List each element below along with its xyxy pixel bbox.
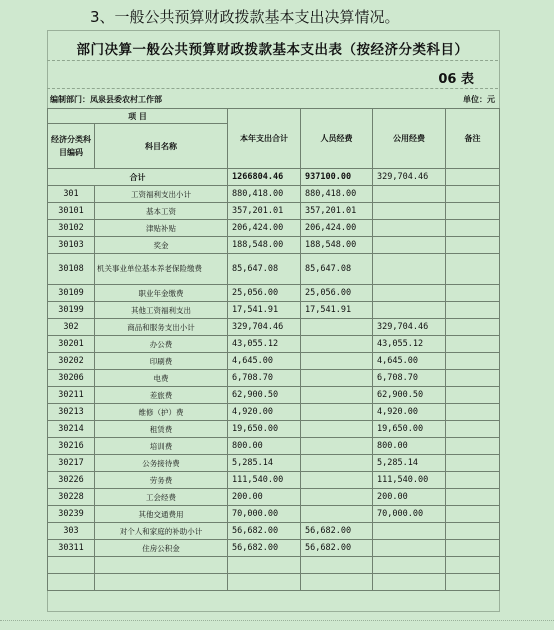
row-public — [373, 237, 446, 254]
row-personnel — [301, 336, 373, 353]
row-name: 维修（护）费 — [95, 404, 228, 421]
organization-label: 编制部门：凤泉县委农村工作部 — [50, 95, 162, 104]
row-total: 56,682.00 — [228, 540, 301, 557]
row-name: 津贴补贴 — [95, 220, 228, 237]
table-row — [48, 370, 500, 387]
table-row — [48, 186, 500, 203]
empty-cell — [228, 557, 301, 574]
row-name: 机关事业单位基本养老保险缴费 — [95, 254, 228, 285]
row-public: 111,540.00 — [373, 472, 446, 489]
row-note — [446, 237, 500, 254]
row-note — [446, 353, 500, 370]
row-public: 19,650.00 — [373, 421, 446, 438]
row-name: 租赁费 — [95, 421, 228, 438]
row-public — [373, 186, 446, 203]
row-code: 30202 — [48, 353, 95, 370]
row-total: 62,900.50 — [228, 387, 301, 404]
table-row — [48, 472, 500, 489]
empty-cell — [48, 557, 95, 574]
row-public: 70,000.00 — [373, 506, 446, 523]
row-note — [446, 523, 500, 540]
row-name: 差旅费 — [95, 387, 228, 404]
row-name: 公务接待费 — [95, 455, 228, 472]
empty-cell — [301, 557, 373, 574]
dashed-gridline — [47, 60, 498, 61]
row-personnel: 17,541.91 — [301, 302, 373, 319]
row-total: 19,650.00 — [228, 421, 301, 438]
row-public: 43,055.12 — [373, 336, 446, 353]
row-code: 301 — [48, 186, 95, 203]
empty-row — [48, 574, 500, 591]
section-heading: 3、一般公共预算财政拨款基本支出决算情况。 — [90, 8, 400, 26]
table-row — [48, 523, 500, 540]
table-number: 06 表 — [438, 72, 474, 87]
empty-cell — [95, 557, 228, 574]
table-row — [48, 237, 500, 254]
row-note — [446, 421, 500, 438]
row-note — [446, 455, 500, 472]
row-name: 住房公积金 — [95, 540, 228, 557]
empty-cell — [446, 574, 500, 591]
row-total: 17,541.91 — [228, 302, 301, 319]
row-name: 工会经费 — [95, 489, 228, 506]
row-personnel — [301, 506, 373, 523]
row-name: 奖金 — [95, 237, 228, 254]
table-row — [48, 404, 500, 421]
row-personnel — [301, 489, 373, 506]
row-total: 4,920.00 — [228, 404, 301, 421]
table-row — [48, 506, 500, 523]
row-personnel: 188,548.00 — [301, 237, 373, 254]
row-note — [446, 506, 500, 523]
row-note — [446, 220, 500, 237]
table-row — [48, 455, 500, 472]
row-code: 30226 — [48, 472, 95, 489]
row-public — [373, 203, 446, 220]
total-personnel: 937100.00 — [301, 169, 373, 186]
row-public — [373, 285, 446, 302]
row-name: 电费 — [95, 370, 228, 387]
table-row — [48, 387, 500, 404]
row-total: 111,540.00 — [228, 472, 301, 489]
row-total: 56,682.00 — [228, 523, 301, 540]
row-personnel: 85,647.08 — [301, 254, 373, 285]
row-personnel: 880,418.00 — [301, 186, 373, 203]
row-name: 基本工资 — [95, 203, 228, 220]
table-row — [48, 421, 500, 438]
row-code: 30217 — [48, 455, 95, 472]
header-public: 公用经费 — [373, 109, 446, 169]
row-note — [446, 387, 500, 404]
row-code: 30213 — [48, 404, 95, 421]
row-total: 329,704.46 — [228, 319, 301, 336]
row-public: 5,285.14 — [373, 455, 446, 472]
row-name: 商品和服务支出小计 — [95, 319, 228, 336]
header-note: 备注 — [446, 109, 500, 169]
row-code: 30228 — [48, 489, 95, 506]
table-title: 部门决算一般公共预算财政拨款基本支出表（按经济分类科目） — [76, 42, 469, 58]
row-note — [446, 438, 500, 455]
row-note — [446, 404, 500, 421]
row-public: 4,920.00 — [373, 404, 446, 421]
row-note — [446, 319, 500, 336]
empty-cell — [373, 557, 446, 574]
row-code: 30103 — [48, 237, 95, 254]
row-public: 329,704.46 — [373, 319, 446, 336]
page-boundary — [0, 620, 554, 621]
row-note — [446, 489, 500, 506]
row-code: 30216 — [48, 438, 95, 455]
row-personnel: 25,056.00 — [301, 285, 373, 302]
row-personnel: 56,682.00 — [301, 540, 373, 557]
row-total: 206,424.00 — [228, 220, 301, 237]
row-public: 4,645.00 — [373, 353, 446, 370]
empty-cell — [301, 574, 373, 591]
row-code: 30214 — [48, 421, 95, 438]
row-personnel — [301, 387, 373, 404]
row-code: 30109 — [48, 285, 95, 302]
row-total: 85,647.08 — [228, 254, 301, 285]
row-code: 30239 — [48, 506, 95, 523]
empty-cell — [446, 557, 500, 574]
row-public — [373, 540, 446, 557]
row-personnel — [301, 438, 373, 455]
row-public: 800.00 — [373, 438, 446, 455]
row-total: 43,055.12 — [228, 336, 301, 353]
row-name: 培训费 — [95, 438, 228, 455]
empty-cell — [373, 574, 446, 591]
table-row — [48, 353, 500, 370]
row-public — [373, 220, 446, 237]
row-personnel — [301, 370, 373, 387]
row-name: 印刷费 — [95, 353, 228, 370]
row-total: 70,000.00 — [228, 506, 301, 523]
row-total: 4,645.00 — [228, 353, 301, 370]
table-row — [48, 438, 500, 455]
table-row — [48, 319, 500, 336]
row-personnel — [301, 455, 373, 472]
empty-cell — [228, 574, 301, 591]
total-public: 329,704.46 — [373, 169, 446, 186]
row-personnel — [301, 404, 373, 421]
row-total: 6,708.70 — [228, 370, 301, 387]
empty-cell — [95, 574, 228, 591]
row-total: 188,548.00 — [228, 237, 301, 254]
row-personnel — [301, 353, 373, 370]
header-total: 本年支出合计 — [228, 109, 301, 169]
row-public: 200.00 — [373, 489, 446, 506]
row-note — [446, 472, 500, 489]
row-name: 职业年金缴费 — [95, 285, 228, 302]
row-total: 25,056.00 — [228, 285, 301, 302]
table-row — [48, 540, 500, 557]
table-row — [48, 336, 500, 353]
row-note — [446, 540, 500, 557]
total-amount: 1266804.46 — [228, 169, 301, 186]
row-name: 工资福利支出小计 — [95, 186, 228, 203]
table-row — [48, 220, 500, 237]
table-row — [48, 489, 500, 506]
row-personnel — [301, 472, 373, 489]
total-row — [48, 169, 500, 186]
table-row — [48, 302, 500, 319]
row-note — [446, 302, 500, 319]
table-row — [48, 254, 500, 285]
row-public: 62,900.50 — [373, 387, 446, 404]
row-note — [446, 186, 500, 203]
row-code: 30101 — [48, 203, 95, 220]
row-note — [446, 285, 500, 302]
row-code: 30211 — [48, 387, 95, 404]
empty-row — [48, 557, 500, 574]
row-name: 其他交通费用 — [95, 506, 228, 523]
row-name: 对个人和家庭的补助小计 — [95, 523, 228, 540]
header-personnel: 人员经费 — [301, 109, 373, 169]
row-total: 800.00 — [228, 438, 301, 455]
row-total: 5,285.14 — [228, 455, 301, 472]
row-code: 30102 — [48, 220, 95, 237]
row-name: 劳务费 — [95, 472, 228, 489]
row-code: 30199 — [48, 302, 95, 319]
row-personnel: 56,682.00 — [301, 523, 373, 540]
row-code: 30108 — [48, 254, 95, 285]
header-code: 经济分类科目编码 — [48, 124, 95, 169]
row-public — [373, 302, 446, 319]
row-personnel — [301, 319, 373, 336]
row-note — [446, 203, 500, 220]
row-personnel — [301, 421, 373, 438]
row-name: 其他工资福利支出 — [95, 302, 228, 319]
table-row — [48, 203, 500, 220]
row-public — [373, 523, 446, 540]
row-note — [446, 254, 500, 285]
row-personnel: 206,424.00 — [301, 220, 373, 237]
row-name: 办公费 — [95, 336, 228, 353]
row-note — [446, 370, 500, 387]
header-project: 项 目 — [48, 109, 228, 124]
row-public — [373, 254, 446, 285]
row-total: 200.00 — [228, 489, 301, 506]
row-code: 30311 — [48, 540, 95, 557]
header-name: 科目名称 — [95, 124, 228, 169]
row-code: 302 — [48, 319, 95, 336]
row-code: 30201 — [48, 336, 95, 353]
row-total: 357,201.01 — [228, 203, 301, 220]
table-row — [48, 285, 500, 302]
empty-cell — [48, 574, 95, 591]
row-code: 30206 — [48, 370, 95, 387]
row-public: 6,708.70 — [373, 370, 446, 387]
row-personnel: 357,201.01 — [301, 203, 373, 220]
total-label: 合计 — [48, 169, 228, 186]
dashed-gridline — [47, 88, 498, 89]
expenditure-table — [47, 108, 500, 591]
row-total: 880,418.00 — [228, 186, 301, 203]
unit-label: 单位：元 — [463, 95, 495, 104]
row-note — [446, 336, 500, 353]
total-note — [446, 169, 500, 186]
row-code: 303 — [48, 523, 95, 540]
